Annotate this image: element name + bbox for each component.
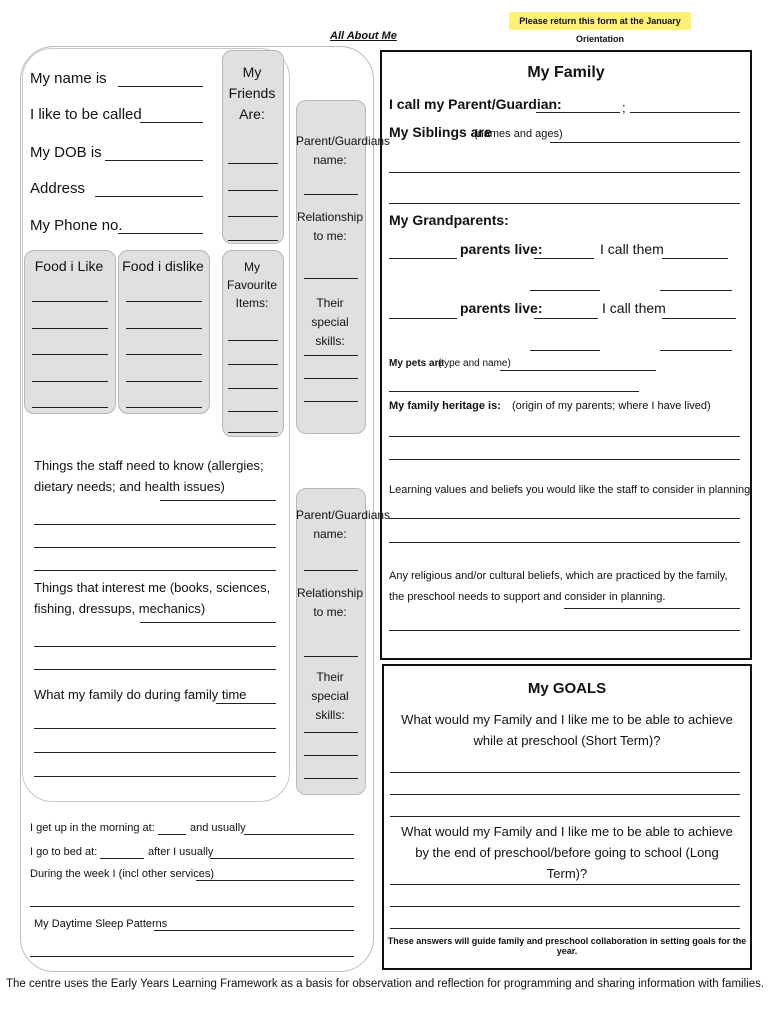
long-term-line-1[interactable] (390, 884, 740, 885)
food-dislike-line-2[interactable] (126, 328, 202, 329)
heritage-label: My family heritage is: (389, 400, 501, 412)
food-dislike-label: Food i dislike (122, 258, 204, 274)
values-line-1[interactable] (389, 518, 740, 519)
guardian-2-skills-line-3[interactable] (304, 778, 358, 779)
food-like-label: Food i Like (34, 258, 104, 274)
interests-line-0[interactable] (140, 622, 276, 623)
interests-line-2[interactable] (34, 669, 276, 670)
semicolon: ; (622, 100, 626, 115)
dob-label: My DOB is (30, 144, 102, 161)
guardian-1-name-label: Parent/Guardians name: (296, 134, 391, 168)
grandparents-1-name-field[interactable] (389, 258, 457, 259)
guardian-1-skills-line-1[interactable] (304, 355, 358, 356)
values-line-2[interactable] (389, 542, 740, 543)
favourite-line-4[interactable] (228, 411, 278, 412)
address-field[interactable] (95, 196, 203, 197)
food-like-line-4[interactable] (32, 381, 108, 382)
interests-label: Things that interest me (books, sciences, fishing, dressups, mechanics) (34, 580, 271, 616)
short-term-line-2[interactable] (390, 794, 740, 795)
friend-line-1[interactable] (228, 163, 278, 164)
short-term-line-1[interactable] (390, 772, 740, 773)
values-label: Learning values and beliefs you would like the staff to consider in planning (389, 484, 751, 496)
called-field[interactable] (140, 122, 203, 123)
long-term-line-2[interactable] (390, 906, 740, 907)
family-time-label: What my family do during family time (34, 687, 247, 702)
grandparents-label: My Grandparents: (389, 212, 509, 228)
guardian-1-skills-label: Their special skills: (311, 296, 349, 349)
food-like-line-3[interactable] (32, 354, 108, 355)
parents-live-line-1b[interactable] (530, 290, 600, 291)
food-like-line-2[interactable] (32, 328, 108, 329)
friend-line-2[interactable] (228, 190, 278, 191)
guardian-2-skills-line-2[interactable] (304, 755, 358, 756)
week-field[interactable] (196, 880, 354, 881)
call-parent-label: I call my Parent/Guardian: (389, 96, 562, 112)
guardian-1-skills-line-2[interactable] (304, 378, 358, 379)
call-them-line-2b[interactable] (660, 350, 732, 351)
parents-live-line-2b[interactable] (530, 350, 600, 351)
sleep-field[interactable] (154, 930, 354, 931)
friends-label: My Friends Are: (228, 64, 276, 122)
food-like-line-5[interactable] (32, 407, 108, 408)
heritage-line-2[interactable] (389, 459, 740, 460)
guardian-2-skills-line-1[interactable] (304, 732, 358, 733)
week-label: During the week I (incl other services) (30, 868, 215, 880)
staff-needs-line-3[interactable] (34, 570, 276, 571)
morning-label: I get up in the morning at: (30, 822, 155, 834)
usually-label-1: and usually (190, 822, 246, 834)
religious-line-1[interactable] (389, 630, 740, 631)
grandparents-2-name-field[interactable] (389, 318, 457, 319)
return-note: Please return this form at the January Orientation (509, 12, 691, 30)
guardian-2-name-label: Parent/Guardians name: (296, 508, 391, 542)
favourite-label: My Favourite Items: (226, 260, 278, 310)
call-parent-field-2[interactable] (630, 112, 740, 113)
call-them-label-2: I call them (602, 300, 666, 316)
guardian-2-skills-label: Their special skills: (311, 670, 349, 723)
dob-field[interactable] (105, 160, 203, 161)
morning-field[interactable] (158, 834, 186, 835)
staff-needs-line-0[interactable] (160, 500, 276, 501)
call-them-field-1[interactable] (662, 258, 728, 259)
favourite-line-5[interactable] (228, 432, 278, 433)
family-time-line-3[interactable] (34, 776, 276, 777)
called-label: I like to be called (30, 106, 142, 123)
staff-needs-line-1[interactable] (34, 524, 276, 525)
siblings-field[interactable] (550, 142, 740, 143)
family-heading: My Family (527, 64, 605, 81)
pets-line-2[interactable] (389, 391, 639, 392)
sleep-line-2[interactable] (30, 956, 354, 957)
siblings-line-2[interactable] (389, 172, 740, 173)
short-term-line-3[interactable] (390, 816, 740, 817)
parents-live-label-2: parents live: (460, 300, 543, 316)
guardian-1-skills-line-3[interactable] (304, 401, 358, 402)
name-label: My name is (30, 70, 107, 87)
sleep-label: My Daytime Sleep Patterns (34, 918, 168, 930)
heritage-note: (origin of my parents; where I have lived) (512, 400, 711, 412)
parents-live-label-1: parents live: (460, 241, 543, 257)
food-dislike-line-3[interactable] (126, 354, 202, 355)
family-time-line-1[interactable] (34, 728, 276, 729)
page-title: All About Me (330, 30, 397, 42)
food-like-box (24, 250, 116, 414)
long-term-line-3[interactable] (390, 928, 740, 929)
morning-usually-field[interactable] (244, 834, 354, 835)
siblings-label: My Siblings are (389, 124, 492, 140)
friend-line-4[interactable] (228, 240, 278, 241)
address-label: Address (30, 180, 86, 197)
food-dislike-line-1[interactable] (126, 301, 202, 302)
parents-live-field-1[interactable] (534, 258, 594, 259)
usually-label-2: after I usually (148, 846, 214, 858)
guardian-1-relationship-label: Relationship to me: (296, 210, 364, 244)
parents-live-field-2[interactable] (534, 318, 598, 319)
favourite-line-1[interactable] (228, 340, 278, 341)
guardian-2-name-field[interactable] (304, 570, 358, 571)
guardian-1-relationship-field[interactable] (304, 278, 358, 279)
name-field[interactable] (118, 86, 203, 87)
phone-label: My Phone no. (30, 217, 123, 234)
guardian-1-name-field[interactable] (304, 194, 358, 195)
week-line-2[interactable] (30, 906, 354, 907)
friend-line-3[interactable] (228, 216, 278, 217)
goals-heading: My GOALS (527, 680, 607, 697)
religious-line-0[interactable] (564, 608, 740, 609)
short-term-question: What would my Family and I like me to be able to achieve while at preschool (Short Term)? (401, 712, 733, 748)
guardian-2-relationship-label: Relationship to me: (296, 586, 364, 620)
long-term-question: What would my Family and I like me to be able to achieve by the end of preschool/before going to school (Long Term)? (401, 824, 733, 881)
pets-label: My pets are (389, 358, 445, 369)
pets-note: (type and name) (438, 358, 511, 369)
footer-note: The centre uses the Early Years Learning Framework as a basis for observation and reflection for programming and sharing information with families. (5, 978, 765, 990)
phone-field[interactable] (118, 233, 203, 234)
staff-needs-line-2[interactable] (34, 547, 276, 548)
call-parent-field-1[interactable] (536, 112, 620, 113)
bed-field[interactable] (100, 858, 144, 859)
siblings-note: (names and ages) (474, 128, 563, 140)
food-dislike-box (118, 250, 210, 414)
guardian-2-relationship-field[interactable] (304, 656, 358, 657)
family-time-line-0[interactable] (216, 703, 276, 704)
religious-label: Any religious and/or cultural beliefs, which are practiced by the family, the preschool needs to support and consider in planning. (389, 570, 728, 603)
bed-label: I go to bed at: (30, 846, 98, 858)
heritage-line-1[interactable] (389, 436, 740, 437)
goals-note: These answers will guide family and preschool collaboration in setting goals for the year. (387, 936, 747, 956)
call-them-field-2[interactable] (662, 318, 736, 319)
favourite-line-3[interactable] (228, 388, 278, 389)
staff-needs-label: Things the staff need to know (allergies; dietary needs; and health issues) (34, 458, 264, 494)
food-dislike-line-4[interactable] (126, 381, 202, 382)
bed-usually-field[interactable] (210, 858, 354, 859)
call-them-label-1: I call them (600, 241, 664, 257)
food-dislike-line-5[interactable] (126, 407, 202, 408)
siblings-line-3[interactable] (389, 203, 740, 204)
food-like-line-1[interactable] (32, 301, 108, 302)
interests-line-1[interactable] (34, 646, 276, 647)
pets-field[interactable] (500, 370, 656, 371)
favourite-line-2[interactable] (228, 364, 278, 365)
family-time-line-2[interactable] (34, 752, 276, 753)
call-them-line-1b[interactable] (660, 290, 732, 291)
